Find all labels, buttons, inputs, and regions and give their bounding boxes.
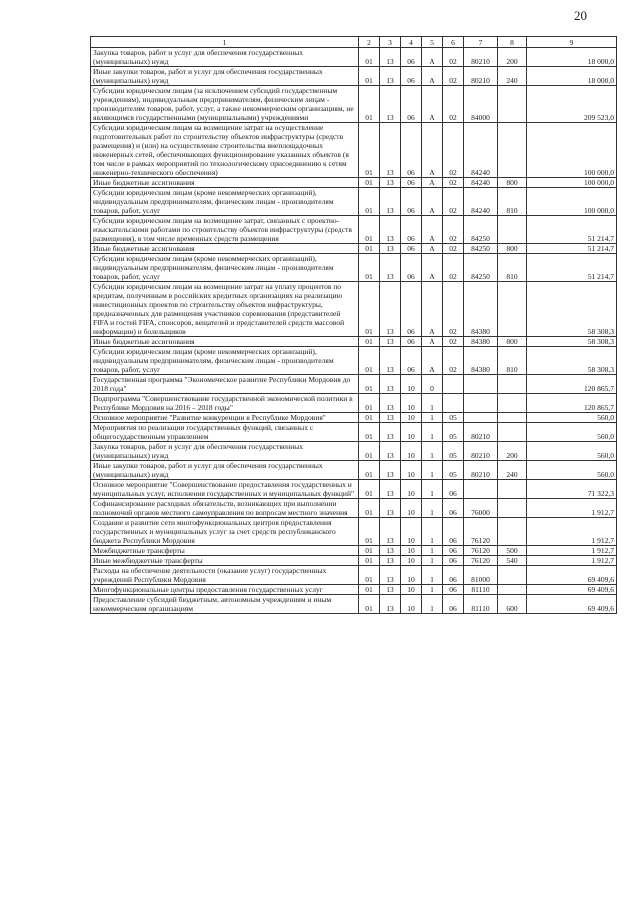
item-name: Иные бюджетные ассигнования <box>91 178 359 188</box>
expense-type-code: 540 <box>498 556 527 566</box>
program-code: 10 <box>401 461 422 480</box>
column-header-1: 1 <box>91 37 359 48</box>
table-row <box>91 480 617 499</box>
subsection-code: 13 <box>380 282 401 337</box>
item-name: Иные бюджетные ассигнования <box>91 337 359 347</box>
direction-code: 81000 <box>464 566 498 585</box>
subprogram-code: 1 <box>422 585 443 595</box>
program-code: 10 <box>401 518 422 546</box>
table-row <box>91 123 617 178</box>
activity-code: 02 <box>443 48 464 67</box>
program-code: 06 <box>401 347 422 375</box>
subprogram-code: А <box>422 216 443 244</box>
table-row <box>91 86 617 123</box>
item-name: Основное мероприятие "Совершенствование предоставления государственных и муниципальных услуг, исполнения государственных и муниципальных функций" <box>91 480 359 499</box>
amount: 51 214,7 <box>527 216 617 244</box>
section-code: 01 <box>359 413 380 423</box>
expense-type-code: 500 <box>498 546 527 556</box>
activity-code: 06 <box>443 566 464 585</box>
program-code: 06 <box>401 216 422 244</box>
amount: 560,0 <box>527 423 617 442</box>
activity-code: 05 <box>443 442 464 461</box>
amount: 1 912,7 <box>527 546 617 556</box>
item-name: Иные закупки товаров, работ и услуг для обеспечения государственных (муниципальных) нужд <box>91 67 359 86</box>
subsection-code: 13 <box>380 394 401 413</box>
direction-code <box>464 375 498 394</box>
program-code: 06 <box>401 254 422 282</box>
section-code: 01 <box>359 254 380 282</box>
subsection-code: 13 <box>380 254 401 282</box>
activity-code: 02 <box>443 67 464 86</box>
activity-code: 02 <box>443 188 464 216</box>
amount: 1 912,7 <box>527 499 617 518</box>
amount: 209 523,0 <box>527 86 617 123</box>
amount: 69 409,6 <box>527 595 617 614</box>
program-code: 06 <box>401 48 422 67</box>
program-code: 10 <box>401 546 422 556</box>
subprogram-code: 1 <box>422 499 443 518</box>
item-name: Межбюджетные трансферты <box>91 546 359 556</box>
section-code: 01 <box>359 188 380 216</box>
expense-type-code <box>498 480 527 499</box>
program-code: 10 <box>401 556 422 566</box>
item-name: Предоставление субсидий бюджетным, автономным учреждениям и иным некоммерческим организациям <box>91 595 359 614</box>
expense-type-code <box>498 566 527 585</box>
table-row <box>91 48 617 67</box>
item-name: Иные бюджетные ассигнования <box>91 244 359 254</box>
direction-code: 76120 <box>464 556 498 566</box>
program-code: 06 <box>401 86 422 123</box>
subsection-code: 13 <box>380 546 401 556</box>
expense-type-code <box>498 413 527 423</box>
activity-code: 05 <box>443 461 464 480</box>
direction-code: 81110 <box>464 595 498 614</box>
subsection-code: 13 <box>380 595 401 614</box>
section-code: 01 <box>359 67 380 86</box>
activity-code: 02 <box>443 178 464 188</box>
subprogram-code: 1 <box>422 413 443 423</box>
page-number: 20 <box>574 8 587 23</box>
program-code: 06 <box>401 337 422 347</box>
item-name: Субсидии юридическим лицам на возмещение затрат на уплату процентов по кредитам, полученным в российских кредитных организациях на реализацию инвестиционных проектов по строительству объектов инфраструктуры, предназначенных для размещения участников соревнования (представителей FIFA и гостей FIFA, спонсоров, вещателей и представителей средств массовой информации) и болельщиков <box>91 282 359 337</box>
item-name: Мероприятия по реализации государственных функций, связанных с общегосударственным управлением <box>91 423 359 442</box>
amount: 71 322,3 <box>527 480 617 499</box>
section-code: 01 <box>359 86 380 123</box>
column-header-7: 7 <box>464 37 498 48</box>
expense-type-code <box>498 123 527 178</box>
item-name: Закупка товаров, работ и услуг для обеспечения государственных (муниципальных) нужд <box>91 48 359 67</box>
direction-code: 84380 <box>464 282 498 337</box>
table-row <box>91 337 617 347</box>
expense-type-code <box>498 282 527 337</box>
item-name: Субсидии юридическим лицам (кроме некоммерческих организаций), индивидуальным предпринимателям, физическим лицам - производителям товаров, работ, услуг <box>91 188 359 216</box>
program-code: 10 <box>401 375 422 394</box>
amount: 560,0 <box>527 461 617 480</box>
subprogram-code: 1 <box>422 566 443 585</box>
table-row <box>91 282 617 337</box>
program-code: 10 <box>401 423 422 442</box>
program-code: 10 <box>401 442 422 461</box>
section-code: 01 <box>359 566 380 585</box>
direction-code: 84000 <box>464 86 498 123</box>
activity-code: 06 <box>443 480 464 499</box>
item-name: Расходы на обеспечение деятельности (оказание услуг) государственных учреждений Республики Мордовия <box>91 566 359 585</box>
subsection-code: 13 <box>380 585 401 595</box>
program-code: 10 <box>401 394 422 413</box>
expense-type-code: 200 <box>498 442 527 461</box>
subprogram-code: 1 <box>422 442 443 461</box>
table-row <box>91 546 617 556</box>
program-code: 06 <box>401 123 422 178</box>
activity-code: 02 <box>443 254 464 282</box>
amount: 58 308,3 <box>527 347 617 375</box>
amount: 69 409,6 <box>527 585 617 595</box>
expense-type-code: 800 <box>498 244 527 254</box>
subsection-code: 13 <box>380 216 401 244</box>
table-header-row <box>91 37 617 48</box>
amount: 1 912,7 <box>527 518 617 546</box>
expense-type-code <box>498 585 527 595</box>
table-row <box>91 347 617 375</box>
table-row <box>91 375 617 394</box>
program-code: 06 <box>401 282 422 337</box>
subprogram-code: А <box>422 67 443 86</box>
item-name: Закупка товаров, работ и услуг для обеспечения государственных (муниципальных) нужд <box>91 442 359 461</box>
section-code: 01 <box>359 178 380 188</box>
section-code: 01 <box>359 499 380 518</box>
expense-type-code <box>498 423 527 442</box>
subprogram-code: 1 <box>422 394 443 413</box>
amount: 560,0 <box>527 442 617 461</box>
column-header-8: 8 <box>498 37 527 48</box>
item-name: Иные межбюджетные трансферты <box>91 556 359 566</box>
table-row <box>91 216 617 244</box>
subsection-code: 13 <box>380 244 401 254</box>
activity-code: 06 <box>443 556 464 566</box>
table-row <box>91 188 617 216</box>
item-name: Иные закупки товаров, работ и услуг для обеспечения государственных (муниципальных) нужд <box>91 461 359 480</box>
direction-code: 84240 <box>464 123 498 178</box>
subprogram-code: 1 <box>422 461 443 480</box>
section-code: 01 <box>359 282 380 337</box>
direction-code: 80210 <box>464 67 498 86</box>
direction-code: 80210 <box>464 48 498 67</box>
subprogram-code: 1 <box>422 518 443 546</box>
column-header-3: 3 <box>380 37 401 48</box>
amount: 58 308,3 <box>527 282 617 337</box>
subprogram-code: А <box>422 254 443 282</box>
subprogram-code: А <box>422 347 443 375</box>
subsection-code: 13 <box>380 442 401 461</box>
expense-type-code: 800 <box>498 178 527 188</box>
direction-code: 76120 <box>464 518 498 546</box>
column-header-5: 5 <box>422 37 443 48</box>
subsection-code: 13 <box>380 480 401 499</box>
direction-code: 80210 <box>464 442 498 461</box>
section-code: 01 <box>359 585 380 595</box>
direction-code: 84380 <box>464 347 498 375</box>
expense-type-code: 810 <box>498 254 527 282</box>
section-code: 01 <box>359 546 380 556</box>
direction-code: 84240 <box>464 178 498 188</box>
amount: 51 214,7 <box>527 244 617 254</box>
subsection-code: 13 <box>380 86 401 123</box>
section-code: 01 <box>359 461 380 480</box>
program-code: 10 <box>401 585 422 595</box>
expense-type-code <box>498 518 527 546</box>
subsection-code: 13 <box>380 566 401 585</box>
expense-type-code: 240 <box>498 461 527 480</box>
amount: 100 000,0 <box>527 178 617 188</box>
table-row <box>91 461 617 480</box>
subprogram-code: 1 <box>422 595 443 614</box>
subprogram-code: А <box>422 188 443 216</box>
direction-code: 84250 <box>464 254 498 282</box>
subsection-code: 13 <box>380 337 401 347</box>
item-name: Субсидии юридическим лицам (кроме некоммерческих организаций), индивидуальным предпринимателям, физическим лицам - производителям товаров, работ, услуг <box>91 347 359 375</box>
subsection-code: 13 <box>380 123 401 178</box>
direction-code: 80210 <box>464 423 498 442</box>
table-row <box>91 585 617 595</box>
program-code: 10 <box>401 566 422 585</box>
direction-code: 76000 <box>464 499 498 518</box>
direction-code: 84380 <box>464 337 498 347</box>
item-name: Софинансирование расходных обязательств, возникающих при выполнении полномочий органов местного самоуправления по вопросам местного значения <box>91 499 359 518</box>
subprogram-code: 1 <box>422 423 443 442</box>
direction-code: 76120 <box>464 546 498 556</box>
subprogram-code: А <box>422 123 443 178</box>
subprogram-code: 1 <box>422 480 443 499</box>
activity-code: 06 <box>443 595 464 614</box>
amount: 18 000,0 <box>527 67 617 86</box>
amount: 100 000,0 <box>527 123 617 178</box>
subprogram-code: 1 <box>422 556 443 566</box>
expense-type-code <box>498 86 527 123</box>
subsection-code: 13 <box>380 556 401 566</box>
item-name: Государственная программа "Экономическое развитие Республики Мордовия до 2018 года" <box>91 375 359 394</box>
direction-code <box>464 394 498 413</box>
subsection-code: 13 <box>380 178 401 188</box>
activity-code: 02 <box>443 337 464 347</box>
expense-type-code <box>498 499 527 518</box>
program-code: 10 <box>401 595 422 614</box>
table-row <box>91 442 617 461</box>
column-header-4: 4 <box>401 37 422 48</box>
item-name: Субсидии юридическим лицам на возмещение затрат, связанных с проектно-изыскательскими работами по строительству объектов инфраструктуры (средств размещения), в том числе временных средств размещения <box>91 216 359 244</box>
expense-type-code: 600 <box>498 595 527 614</box>
section-code: 01 <box>359 48 380 67</box>
section-code: 01 <box>359 423 380 442</box>
item-name: Подпрограмма "Совершенствование государственной экономической политики в Республике Мордовия на 2016 – 2018 годы" <box>91 394 359 413</box>
subsection-code: 13 <box>380 413 401 423</box>
program-code: 10 <box>401 480 422 499</box>
activity-code: 05 <box>443 413 464 423</box>
program-code: 10 <box>401 499 422 518</box>
expense-type-code: 810 <box>498 188 527 216</box>
amount: 58 308,3 <box>527 337 617 347</box>
expense-type-code <box>498 216 527 244</box>
activity-code: 02 <box>443 86 464 123</box>
activity-code: 06 <box>443 499 464 518</box>
table-row <box>91 178 617 188</box>
section-code: 01 <box>359 480 380 499</box>
amount: 560,0 <box>527 413 617 423</box>
budget-table <box>90 36 617 614</box>
table-row <box>91 518 617 546</box>
subsection-code: 13 <box>380 347 401 375</box>
amount: 69 409,6 <box>527 566 617 585</box>
table-row <box>91 244 617 254</box>
amount: 120 865,7 <box>527 375 617 394</box>
section-code: 01 <box>359 442 380 461</box>
activity-code: 02 <box>443 244 464 254</box>
direction-code: 84250 <box>464 244 498 254</box>
table-row <box>91 254 617 282</box>
expense-type-code: 800 <box>498 337 527 347</box>
amount: 1 912,7 <box>527 556 617 566</box>
section-code: 01 <box>359 123 380 178</box>
program-code: 10 <box>401 413 422 423</box>
subsection-code: 13 <box>380 67 401 86</box>
amount: 100 000,0 <box>527 188 617 216</box>
section-code: 01 <box>359 347 380 375</box>
activity-code: 02 <box>443 347 464 375</box>
table-row <box>91 423 617 442</box>
direction-code: 84250 <box>464 216 498 244</box>
subprogram-code: А <box>422 244 443 254</box>
item-name: Многофункциональные центры предоставления государственных услуг <box>91 585 359 595</box>
table-row <box>91 556 617 566</box>
item-name: Основное мероприятие "Развитие конкуренции в Республике Мордовия" <box>91 413 359 423</box>
section-code: 01 <box>359 375 380 394</box>
program-code: 06 <box>401 67 422 86</box>
table-row <box>91 595 617 614</box>
item-name: Субсидии юридическим лицам на возмещение затрат на осуществление подготовительных работ по строительству объектов инфраструктуры (средств размещения) и (или) на осуществление строительства внеплощадочных инженерных сетей, обеспечивающих функционирование указанных объектов (в том числе в рамках мероприятий по технологическому присоединению к сетям инженерно-технического обеспечения) <box>91 123 359 178</box>
subprogram-code: 1 <box>422 546 443 556</box>
subsection-code: 13 <box>380 188 401 216</box>
subsection-code: 13 <box>380 518 401 546</box>
activity-code: 02 <box>443 282 464 337</box>
column-header-6: 6 <box>443 37 464 48</box>
activity-code: 06 <box>443 518 464 546</box>
section-code: 01 <box>359 518 380 546</box>
expense-type-code: 810 <box>498 347 527 375</box>
item-name: Субсидии юридическим лицам (кроме некоммерческих организаций), индивидуальным предпринимателям, физическим лицам - производителям товаров, работ, услуг <box>91 254 359 282</box>
amount: 51 214,7 <box>527 254 617 282</box>
amount: 18 000,0 <box>527 48 617 67</box>
program-code: 06 <box>401 178 422 188</box>
program-code: 06 <box>401 188 422 216</box>
direction-code <box>464 480 498 499</box>
table-body <box>91 48 617 614</box>
direction-code: 84240 <box>464 188 498 216</box>
subsection-code: 13 <box>380 375 401 394</box>
program-code: 06 <box>401 244 422 254</box>
table-row <box>91 499 617 518</box>
subprogram-code: А <box>422 337 443 347</box>
subprogram-code: А <box>422 282 443 337</box>
expense-type-code: 240 <box>498 67 527 86</box>
subsection-code: 13 <box>380 461 401 480</box>
item-name: Субсидии юридическим лицам (за исключением субсидий государственным учреждениям), индивидуальным предпринимателям, физическим лицам - производителям товаров, работ, услуг, а также некоммерческим организациям, не являющимся государственными (муниципальными) учреждениями <box>91 86 359 123</box>
section-code: 01 <box>359 337 380 347</box>
item-name: Создание и развитие сети многофункциональных центров предоставления государственных и муниципальных услуг за счет средств республиканского бюджета Республики Мордовия <box>91 518 359 546</box>
subprogram-code: 0 <box>422 375 443 394</box>
section-code: 01 <box>359 394 380 413</box>
subprogram-code: А <box>422 86 443 123</box>
expense-type-code <box>498 394 527 413</box>
subprogram-code: А <box>422 48 443 67</box>
section-code: 01 <box>359 556 380 566</box>
subsection-code: 13 <box>380 48 401 67</box>
column-header-2: 2 <box>359 37 380 48</box>
table-row <box>91 67 617 86</box>
direction-code: 81110 <box>464 585 498 595</box>
activity-code: 05 <box>443 423 464 442</box>
column-header-9: 9 <box>527 37 617 48</box>
subsection-code: 13 <box>380 423 401 442</box>
section-code: 01 <box>359 595 380 614</box>
expense-type-code: 200 <box>498 48 527 67</box>
amount: 120 865,7 <box>527 394 617 413</box>
table-row <box>91 566 617 585</box>
activity-code: 06 <box>443 546 464 556</box>
activity-code: 02 <box>443 123 464 178</box>
direction-code: 80210 <box>464 461 498 480</box>
activity-code <box>443 394 464 413</box>
activity-code: 06 <box>443 585 464 595</box>
activity-code: 02 <box>443 216 464 244</box>
expense-type-code <box>498 375 527 394</box>
subprogram-code: А <box>422 178 443 188</box>
section-code: 01 <box>359 244 380 254</box>
table-row <box>91 394 617 413</box>
activity-code <box>443 375 464 394</box>
direction-code <box>464 413 498 423</box>
table-row <box>91 413 617 423</box>
subsection-code: 13 <box>380 499 401 518</box>
section-code: 01 <box>359 216 380 244</box>
